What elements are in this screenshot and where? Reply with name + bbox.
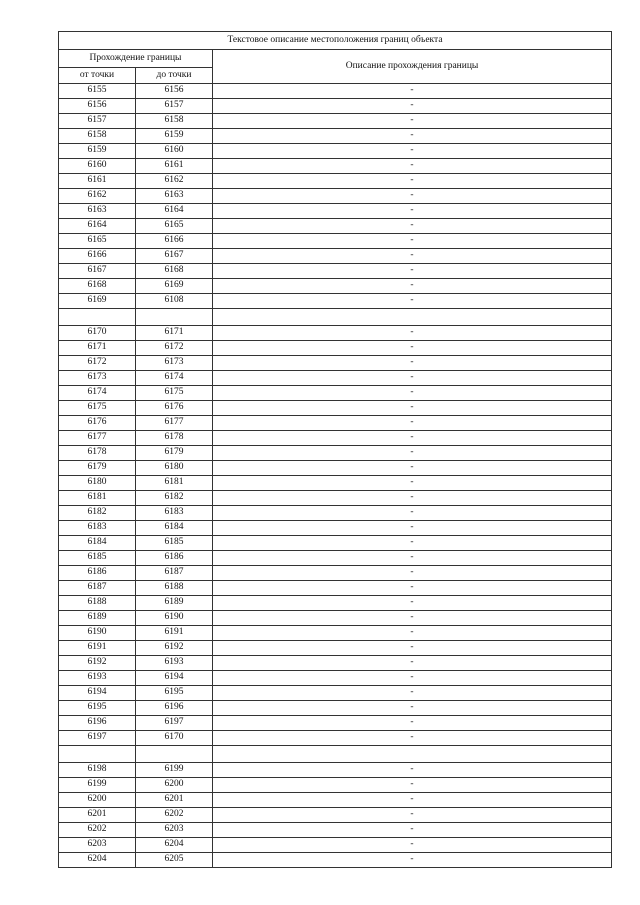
to-point-cell: 6177 xyxy=(136,416,213,431)
from-point-cell: 6173 xyxy=(59,371,136,386)
from-point-cell: 6186 xyxy=(59,566,136,581)
table-row xyxy=(59,581,612,596)
description-cell: - xyxy=(213,506,612,521)
to-point-cell: 6168 xyxy=(136,264,213,279)
table-row xyxy=(59,204,612,219)
to-point-cell: 6180 xyxy=(136,461,213,476)
description-cell: - xyxy=(213,641,612,656)
to-point-cell: 6204 xyxy=(136,838,213,853)
table-row xyxy=(59,99,612,114)
description-cell: - xyxy=(213,401,612,416)
table-row xyxy=(59,701,612,716)
description-cell: - xyxy=(213,536,612,551)
table-row xyxy=(59,566,612,581)
table-row xyxy=(59,401,612,416)
from-point-cell: 6184 xyxy=(59,536,136,551)
from-point-cell: 6168 xyxy=(59,279,136,294)
to-point-cell: 6163 xyxy=(136,189,213,204)
description-cell: - xyxy=(213,551,612,566)
from-point-cell: 6185 xyxy=(59,551,136,566)
table-row xyxy=(59,746,612,763)
from-point-cell: 6191 xyxy=(59,641,136,656)
description-cell: - xyxy=(213,326,612,341)
description-cell: - xyxy=(213,159,612,174)
to-point-cell: 6191 xyxy=(136,626,213,641)
description-cell: - xyxy=(213,446,612,461)
table-row xyxy=(59,641,612,656)
description-cell: - xyxy=(213,626,612,641)
to-point-cell: 6202 xyxy=(136,808,213,823)
from-point-cell: 6178 xyxy=(59,446,136,461)
to-point-cell: 6169 xyxy=(136,279,213,294)
from-point-cell xyxy=(59,746,136,763)
to-point-cell: 6156 xyxy=(136,84,213,99)
description-cell: - xyxy=(213,476,612,491)
table-row xyxy=(59,731,612,746)
table-row xyxy=(59,326,612,341)
table-row xyxy=(59,626,612,641)
description-cell: - xyxy=(213,731,612,746)
to-point-cell: 6199 xyxy=(136,763,213,778)
table-row xyxy=(59,309,612,326)
description-cell: - xyxy=(213,386,612,401)
to-point-cell: 6203 xyxy=(136,823,213,838)
description-cell: - xyxy=(213,174,612,189)
description-cell: - xyxy=(213,596,612,611)
description-cell: - xyxy=(213,656,612,671)
from-point-cell: 6158 xyxy=(59,129,136,144)
description-cell: - xyxy=(213,129,612,144)
from-point-cell: 6197 xyxy=(59,731,136,746)
table-row xyxy=(59,294,612,309)
to-point-cell: 6161 xyxy=(136,159,213,174)
from-point-cell: 6161 xyxy=(59,174,136,189)
from-point-cell: 6177 xyxy=(59,431,136,446)
from-point-cell: 6195 xyxy=(59,701,136,716)
to-point-cell: 6174 xyxy=(136,371,213,386)
to-point-cell: 6200 xyxy=(136,778,213,793)
to-point-cell: 6171 xyxy=(136,326,213,341)
to-point-cell: 6172 xyxy=(136,341,213,356)
description-cell xyxy=(213,309,612,326)
to-point-cell: 6178 xyxy=(136,431,213,446)
table-row xyxy=(59,219,612,234)
table-row xyxy=(59,356,612,371)
description-cell: - xyxy=(213,371,612,386)
to-point-cell: 6190 xyxy=(136,611,213,626)
to-point-cell: 6179 xyxy=(136,446,213,461)
table-row xyxy=(59,808,612,823)
from-point-cell: 6155 xyxy=(59,84,136,99)
table-row xyxy=(59,686,612,701)
description-cell: - xyxy=(213,611,612,626)
from-point-cell: 6194 xyxy=(59,686,136,701)
description-cell: - xyxy=(213,234,612,249)
table-row xyxy=(59,491,612,506)
table-row xyxy=(59,189,612,204)
table-row xyxy=(59,249,612,264)
from-point-cell: 6200 xyxy=(59,793,136,808)
from-point-cell: 6190 xyxy=(59,626,136,641)
from-point-cell: 6167 xyxy=(59,264,136,279)
to-point-cell: 6165 xyxy=(136,219,213,234)
from-point-header: от точки xyxy=(59,68,136,84)
description-cell: - xyxy=(213,114,612,129)
to-point-cell: 6170 xyxy=(136,731,213,746)
to-point-cell: 6195 xyxy=(136,686,213,701)
description-cell: - xyxy=(213,521,612,536)
table-row xyxy=(59,793,612,808)
description-header: Описание прохождения границы xyxy=(213,50,612,84)
to-point-cell: 6162 xyxy=(136,174,213,189)
from-point-cell: 6182 xyxy=(59,506,136,521)
table-row xyxy=(59,84,612,99)
description-cell: - xyxy=(213,778,612,793)
description-cell: - xyxy=(213,279,612,294)
to-point-cell: 6189 xyxy=(136,596,213,611)
from-point-cell: 6164 xyxy=(59,219,136,234)
from-point-cell: 6160 xyxy=(59,159,136,174)
from-point-cell: 6174 xyxy=(59,386,136,401)
description-cell xyxy=(213,746,612,763)
table-row xyxy=(59,656,612,671)
table-row xyxy=(59,778,612,793)
table-row xyxy=(59,416,612,431)
to-point-cell: 6173 xyxy=(136,356,213,371)
to-point-cell: 6187 xyxy=(136,566,213,581)
from-point-cell: 6193 xyxy=(59,671,136,686)
boundary-passage-header: Прохождение границы xyxy=(59,50,213,68)
description-cell: - xyxy=(213,671,612,686)
table-row xyxy=(59,386,612,401)
from-point-cell: 6203 xyxy=(59,838,136,853)
to-point-cell: 6201 xyxy=(136,793,213,808)
to-point-cell: 6197 xyxy=(136,716,213,731)
from-point-cell: 6181 xyxy=(59,491,136,506)
table-row xyxy=(59,114,612,129)
from-point-cell: 6162 xyxy=(59,189,136,204)
from-point-cell: 6183 xyxy=(59,521,136,536)
from-point-cell: 6172 xyxy=(59,356,136,371)
to-point-cell: 6159 xyxy=(136,129,213,144)
to-point-cell: 6192 xyxy=(136,641,213,656)
description-cell: - xyxy=(213,461,612,476)
description-cell: - xyxy=(213,431,612,446)
table-row xyxy=(59,596,612,611)
to-point-cell: 6108 xyxy=(136,294,213,309)
from-point-cell: 6157 xyxy=(59,114,136,129)
description-cell: - xyxy=(213,853,612,868)
from-point-cell: 6156 xyxy=(59,99,136,114)
table-row xyxy=(59,129,612,144)
to-point-cell: 6194 xyxy=(136,671,213,686)
to-point-cell: 6186 xyxy=(136,551,213,566)
table-row xyxy=(59,144,612,159)
description-cell: - xyxy=(213,294,612,309)
from-point-cell xyxy=(59,309,136,326)
from-point-cell: 6165 xyxy=(59,234,136,249)
to-point-cell: 6160 xyxy=(136,144,213,159)
table-row xyxy=(59,461,612,476)
description-cell: - xyxy=(213,491,612,506)
to-point-cell: 6164 xyxy=(136,204,213,219)
table-row xyxy=(59,341,612,356)
boundary-description-table xyxy=(58,31,612,868)
table-row xyxy=(59,823,612,838)
description-cell: - xyxy=(213,686,612,701)
table-row xyxy=(59,371,612,386)
description-cell: - xyxy=(213,581,612,596)
table-row xyxy=(59,551,612,566)
description-cell: - xyxy=(213,219,612,234)
table-row xyxy=(59,521,612,536)
to-point-header: до точки xyxy=(136,68,213,84)
to-point-cell xyxy=(136,309,213,326)
table-row xyxy=(59,476,612,491)
to-point-cell: 6181 xyxy=(136,476,213,491)
to-point-cell: 6157 xyxy=(136,99,213,114)
to-point-cell: 6182 xyxy=(136,491,213,506)
from-point-cell: 6171 xyxy=(59,341,136,356)
table-row xyxy=(59,446,612,461)
from-point-cell: 6187 xyxy=(59,581,136,596)
from-point-cell: 6175 xyxy=(59,401,136,416)
description-cell: - xyxy=(213,716,612,731)
table-row xyxy=(59,536,612,551)
description-cell: - xyxy=(213,264,612,279)
description-cell: - xyxy=(213,838,612,853)
table-row xyxy=(59,671,612,686)
table-row xyxy=(59,763,612,778)
description-cell: - xyxy=(213,701,612,716)
from-point-cell: 6188 xyxy=(59,596,136,611)
from-point-cell: 6170 xyxy=(59,326,136,341)
table-row xyxy=(59,853,612,868)
description-cell: - xyxy=(213,823,612,838)
table-row xyxy=(59,838,612,853)
table-title: Текстовое описание местоположения границ объекта xyxy=(59,32,612,50)
description-cell: - xyxy=(213,566,612,581)
to-point-cell: 6205 xyxy=(136,853,213,868)
to-point-cell: 6196 xyxy=(136,701,213,716)
to-point-cell: 6176 xyxy=(136,401,213,416)
to-point-cell: 6183 xyxy=(136,506,213,521)
description-cell: - xyxy=(213,793,612,808)
from-point-cell: 6159 xyxy=(59,144,136,159)
to-point-cell: 6193 xyxy=(136,656,213,671)
from-point-cell: 6199 xyxy=(59,778,136,793)
to-point-cell: 6185 xyxy=(136,536,213,551)
table-row xyxy=(59,506,612,521)
from-point-cell: 6180 xyxy=(59,476,136,491)
description-cell: - xyxy=(213,84,612,99)
table-row xyxy=(59,716,612,731)
from-point-cell: 6196 xyxy=(59,716,136,731)
table-row xyxy=(59,264,612,279)
to-point-cell: 6188 xyxy=(136,581,213,596)
description-cell: - xyxy=(213,144,612,159)
to-point-cell: 6158 xyxy=(136,114,213,129)
to-point-cell: 6167 xyxy=(136,249,213,264)
description-cell: - xyxy=(213,356,612,371)
from-point-cell: 6166 xyxy=(59,249,136,264)
from-point-cell: 6192 xyxy=(59,656,136,671)
description-cell: - xyxy=(213,808,612,823)
from-point-cell: 6169 xyxy=(59,294,136,309)
description-cell: - xyxy=(213,416,612,431)
from-point-cell: 6179 xyxy=(59,461,136,476)
from-point-cell: 6189 xyxy=(59,611,136,626)
table-row xyxy=(59,174,612,189)
description-cell: - xyxy=(213,189,612,204)
description-cell: - xyxy=(213,341,612,356)
from-point-cell: 6201 xyxy=(59,808,136,823)
table-row xyxy=(59,159,612,174)
table-row xyxy=(59,431,612,446)
table-body xyxy=(59,84,612,868)
from-point-cell: 6163 xyxy=(59,204,136,219)
table-row xyxy=(59,234,612,249)
table-row xyxy=(59,611,612,626)
description-cell: - xyxy=(213,99,612,114)
from-point-cell: 6202 xyxy=(59,823,136,838)
description-cell: - xyxy=(213,249,612,264)
to-point-cell: 6175 xyxy=(136,386,213,401)
description-cell: - xyxy=(213,204,612,219)
to-point-cell: 6184 xyxy=(136,521,213,536)
from-point-cell: 6198 xyxy=(59,763,136,778)
to-point-cell: 6166 xyxy=(136,234,213,249)
table-row xyxy=(59,279,612,294)
from-point-cell: 6204 xyxy=(59,853,136,868)
to-point-cell xyxy=(136,746,213,763)
description-cell: - xyxy=(213,763,612,778)
from-point-cell: 6176 xyxy=(59,416,136,431)
